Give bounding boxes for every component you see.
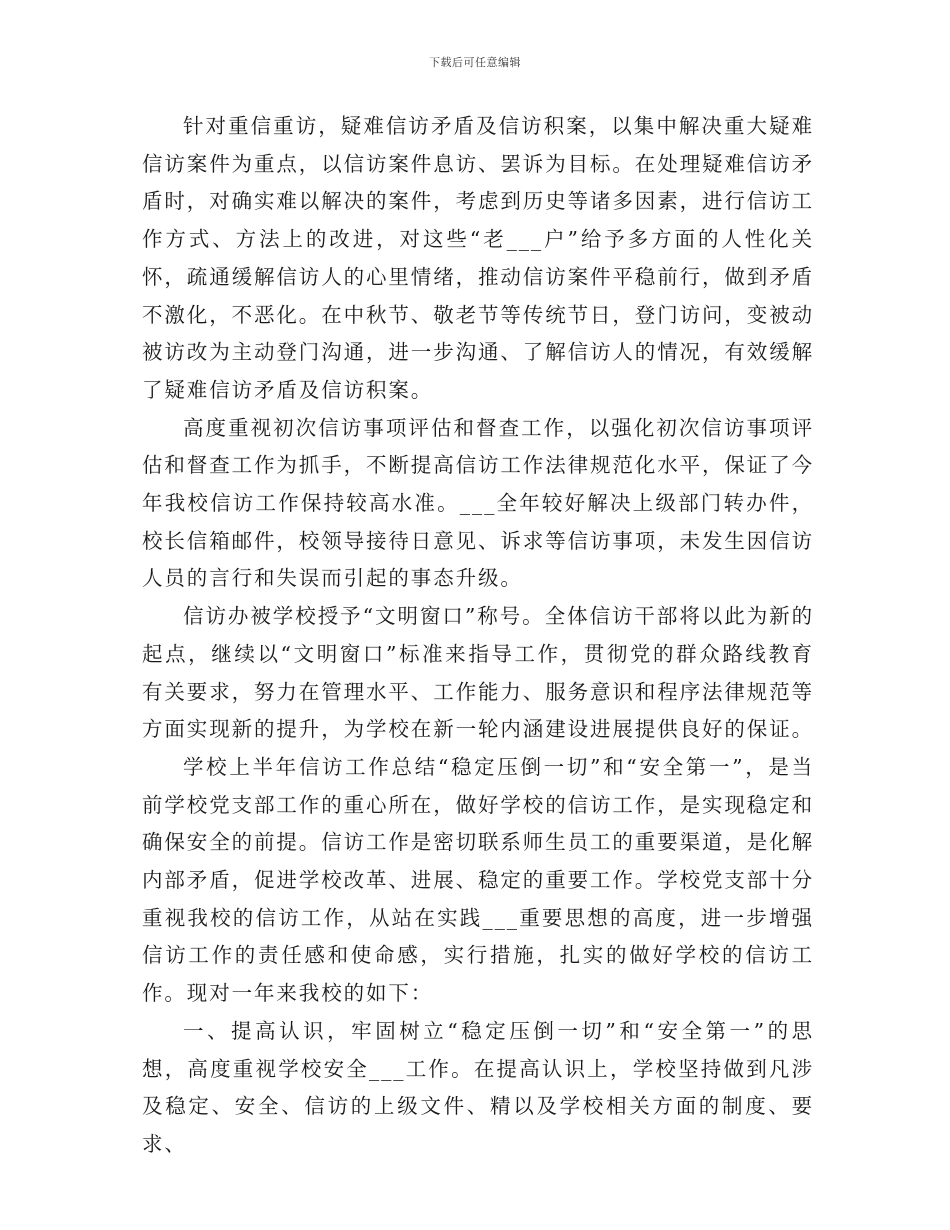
paragraph-1: 针对重信重访，疑难信访矛盾及信访积案，以集中解决重大疑难信访案件为重点，以信访案件息访、罢诉为目标。在处理疑难信访矛盾时，对确实难以解决的案件，考虑到历史等诸多因素，进行信访工作方式、方法上的改进，对这些“老___户”给予多方面的人性化关怀，疏通缓解信访人的心里情绪，推动信访案件平稳前行，做到矛盾不激化，不恶化。在中秋节、敬老节等传统节日，登门访问，变被动被访改为主动登门沟通，进一步沟通、了解信访人的情况，有效缓解了疑难信访矛盾及信访积案。: [142, 114, 814, 402]
paragraph-2: 高度重视初次信访事项评估和督查工作，以强化初次信访事项评估和督查工作为抓手，不断提高信访工作法律规范化水平，保证了今年我校信访工作保持较高水准。___全年较好解决上级部门转办件，校长信箱邮件，校领导接待日意见、诉求等信访事项，未发生因信访人员的言行和失误而引起的事态升级。: [142, 415, 814, 591]
paragraph-3: 信访办被学校授予“文明窗口”称号。全体信访干部将以此为新的起点，继续以“文明窗口”标准来指导工作，贯彻党的群众路线教育有关要求，努力在管理水平、工作能力、服务意识和程序法律规范等方面实现新的提升，为学校在新一轮内涵建设进展提供良好的保证。: [142, 604, 814, 742]
paragraph-5: 一、提高认识，牢固树立“稳定压倒一切”和“安全第一”的思想，高度重视学校安全___工作。在提高认识上，学校坚持做到凡涉及稳定、安全、信访的上级文件、精以及学校相关方面的制度、要求、: [142, 1018, 814, 1156]
document-body: [142, 108, 814, 1164]
paragraph-4: 学校上半年信访工作总结“稳定压倒一切”和“安全第一”，是当前学校党支部工作的重心所在，做好学校的信访工作，是实现稳定和确保安全的前提。信访工作是密切联系师生员工的重要渠道，是化解内部矛盾，促进学校改革、进展、稳定的重要工作。学校党支部十分重视我校的信访工作，从站在实践___重要思想的高度，进一步增强信访工作的责任感和使命感，实行措施，扎实的做好学校的信访工作。现对一年来我校的如下：: [142, 754, 814, 1006]
page-header: 下载后可任意编辑: [429, 56, 521, 69]
